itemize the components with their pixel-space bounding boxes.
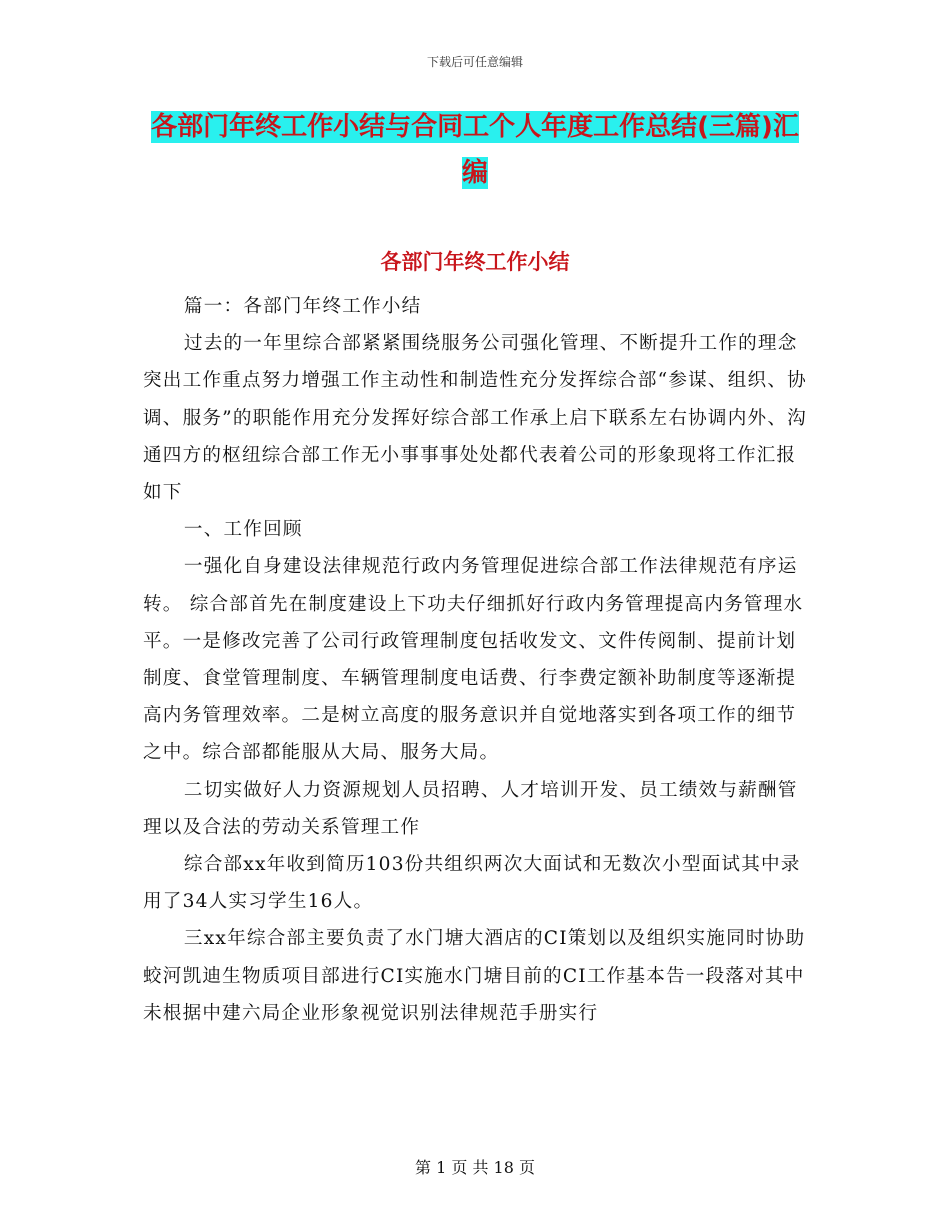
page-header-note: 下载后可任意编辑: [426, 55, 523, 69]
page-number: 第 1 页 共 18 页: [415, 1158, 535, 1177]
paragraph-heading: 一、工作回顾: [183, 519, 303, 541]
paragraph: 一强化自身建设法律规范行政内务管理促进综合部工作法律规范有序运转。 综合部首先在制度建设上下功夫仔细抓好行政内务管理提高内务管理水平。一是修改完善了公司行政管理制度包括收发文、文件传阅制、提前计划制度、食堂管理制度、车辆管理制度电话费、行李费定额补助制度等逐渐提高内务管理效率。二是树立高度的服务意识并自觉地落实到各项工作的细节之中。综合部都能服从大局、服务大局。: [143, 556, 804, 764]
document-title: [140, 104, 810, 196]
paragraph: 三xx年综合部主要负责了水门塘大酒店的CI策划以及组织实施同时协助蛟河凯迪生物质项目部进行CI实施水门塘目前的CI工作基本告一段落对其中未根据中建六局企业形象视觉识别法律规范手册实行: [143, 928, 806, 1024]
document-title-text: 各部门年终工作小结与合同工个人年度工作总结(三篇)汇编: [151, 112, 799, 188]
paragraph-heading: 篇一：各部门年终工作小结: [183, 296, 422, 317]
paragraph: 过去的一年里综合部紧紧围绕服务公司强化管理、不断提升工作的理念突出工作重点努力增强工作主动性和制造性充分发挥综合部“参谋、组织、协调、服务”的职能作用充分发挥好综合部工作承上启下联系左右协调内外、沟通四方的枢纽综合部工作无小事事事处处都代表着公司的形象现将工作汇报如下: [143, 333, 807, 504]
paragraph: 综合部xx年收到简历103份共组织两次大面试和无数次小型面试其中录用了34人实习学生16人。: [143, 854, 801, 913]
section-title: 各部门年终工作小结: [380, 250, 570, 274]
paragraph: 二切实做好人力资源规划人员招聘、人才培训开发、员工绩效与薪酬管理以及合法的劳动关系管理工作: [143, 779, 798, 838]
body-text: [143, 288, 813, 1032]
